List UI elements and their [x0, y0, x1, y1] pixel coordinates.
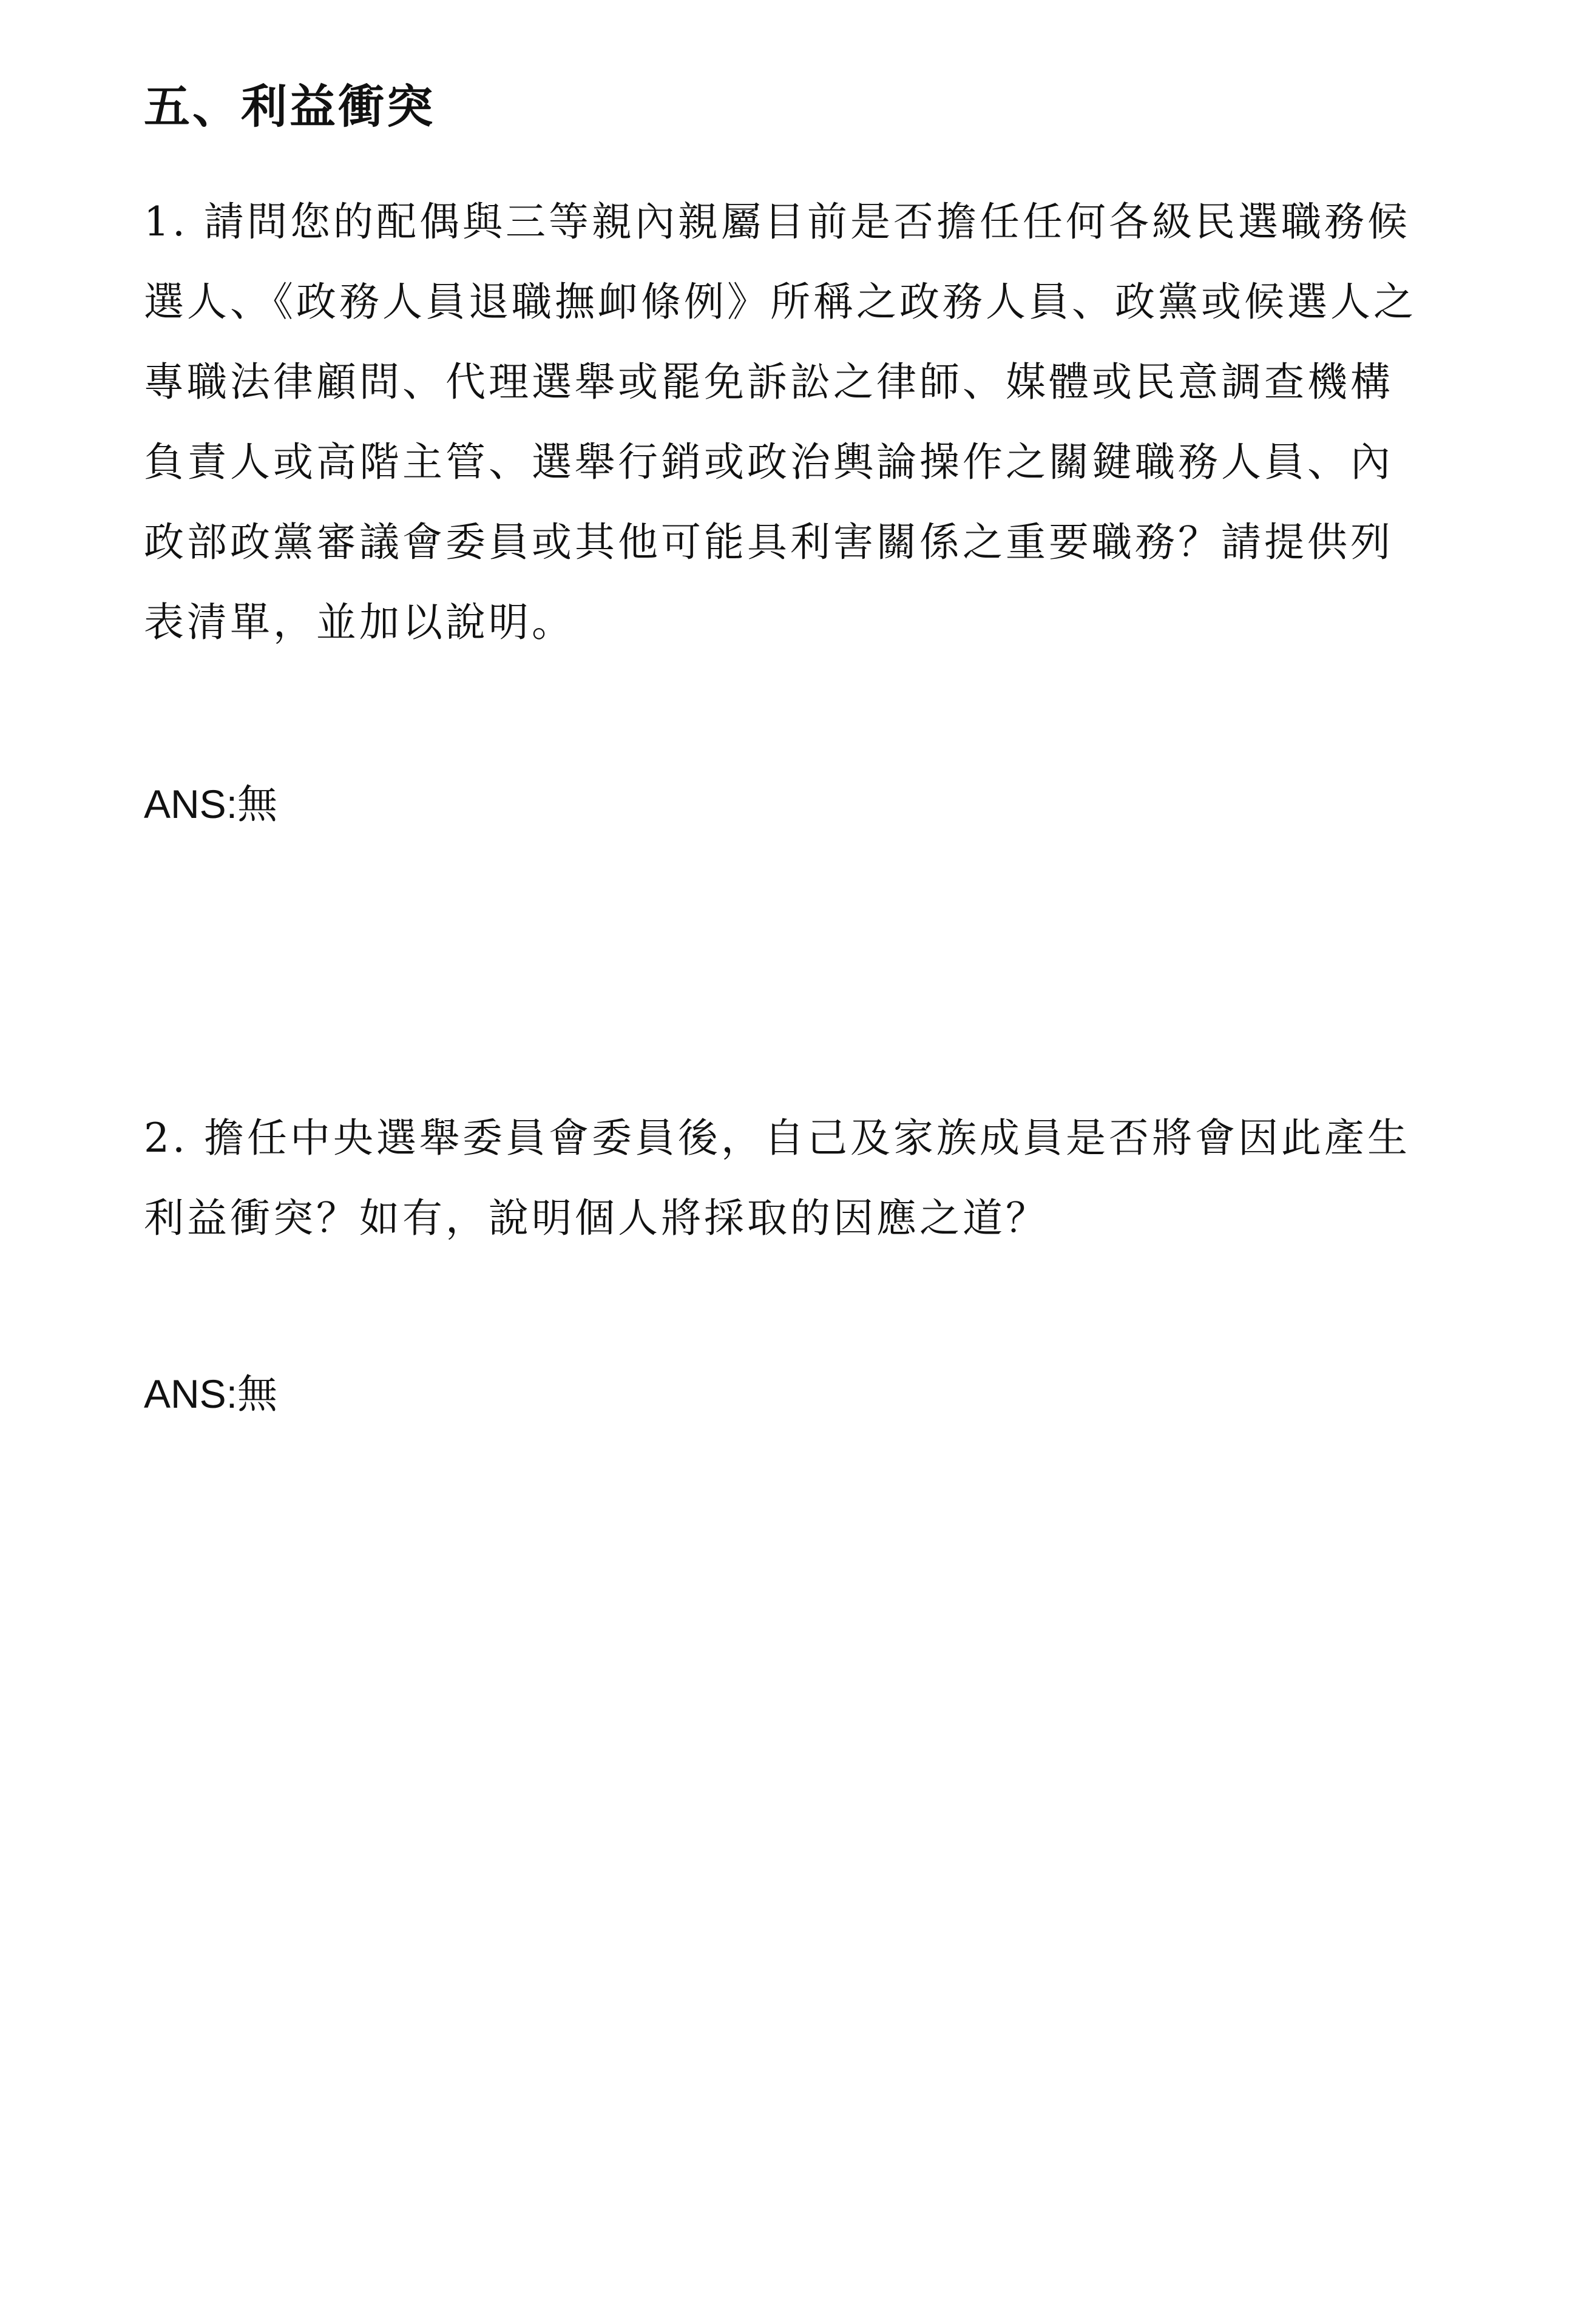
question-2	[144, 1098, 1479, 1258]
question-line: 表清單，並加以說明。	[144, 599, 575, 646]
question-1	[144, 182, 1479, 663]
section-heading: 五、利益衝突	[144, 79, 435, 133]
question-line: 專職法律顧問、代理選舉或罷免訴訟之律師、媒體或民意調查機構	[144, 359, 1393, 405]
answer-text: ANS:無	[144, 1371, 278, 1416]
question-line: 利益衝突？如有，說明個人將採取的因應之道？	[144, 1195, 1049, 1241]
question-line: 2. 擔任中央選舉委員會委員後，自己及家族成員是否將會因此產生	[144, 1115, 1410, 1161]
answer-1	[144, 784, 277, 825]
question-line: 負責人或高階主管、選舉行銷或政治輿論操作之關鍵職務人員、內	[144, 439, 1393, 485]
question-line: 1. 請問您的配偶與三等親內親屬目前是否擔任任何各級民選職務候	[144, 198, 1410, 245]
question-line: 政部政黨審議會委員或其他可能具利害關係之重要職務？請提供列	[144, 519, 1393, 566]
question-line: 選人、《政務人員退職撫卹條例》所稱之政務人員、政黨或候選人之	[144, 279, 1416, 325]
answer-text: ANS:無	[144, 782, 278, 826]
answer-2	[144, 1371, 278, 1416]
